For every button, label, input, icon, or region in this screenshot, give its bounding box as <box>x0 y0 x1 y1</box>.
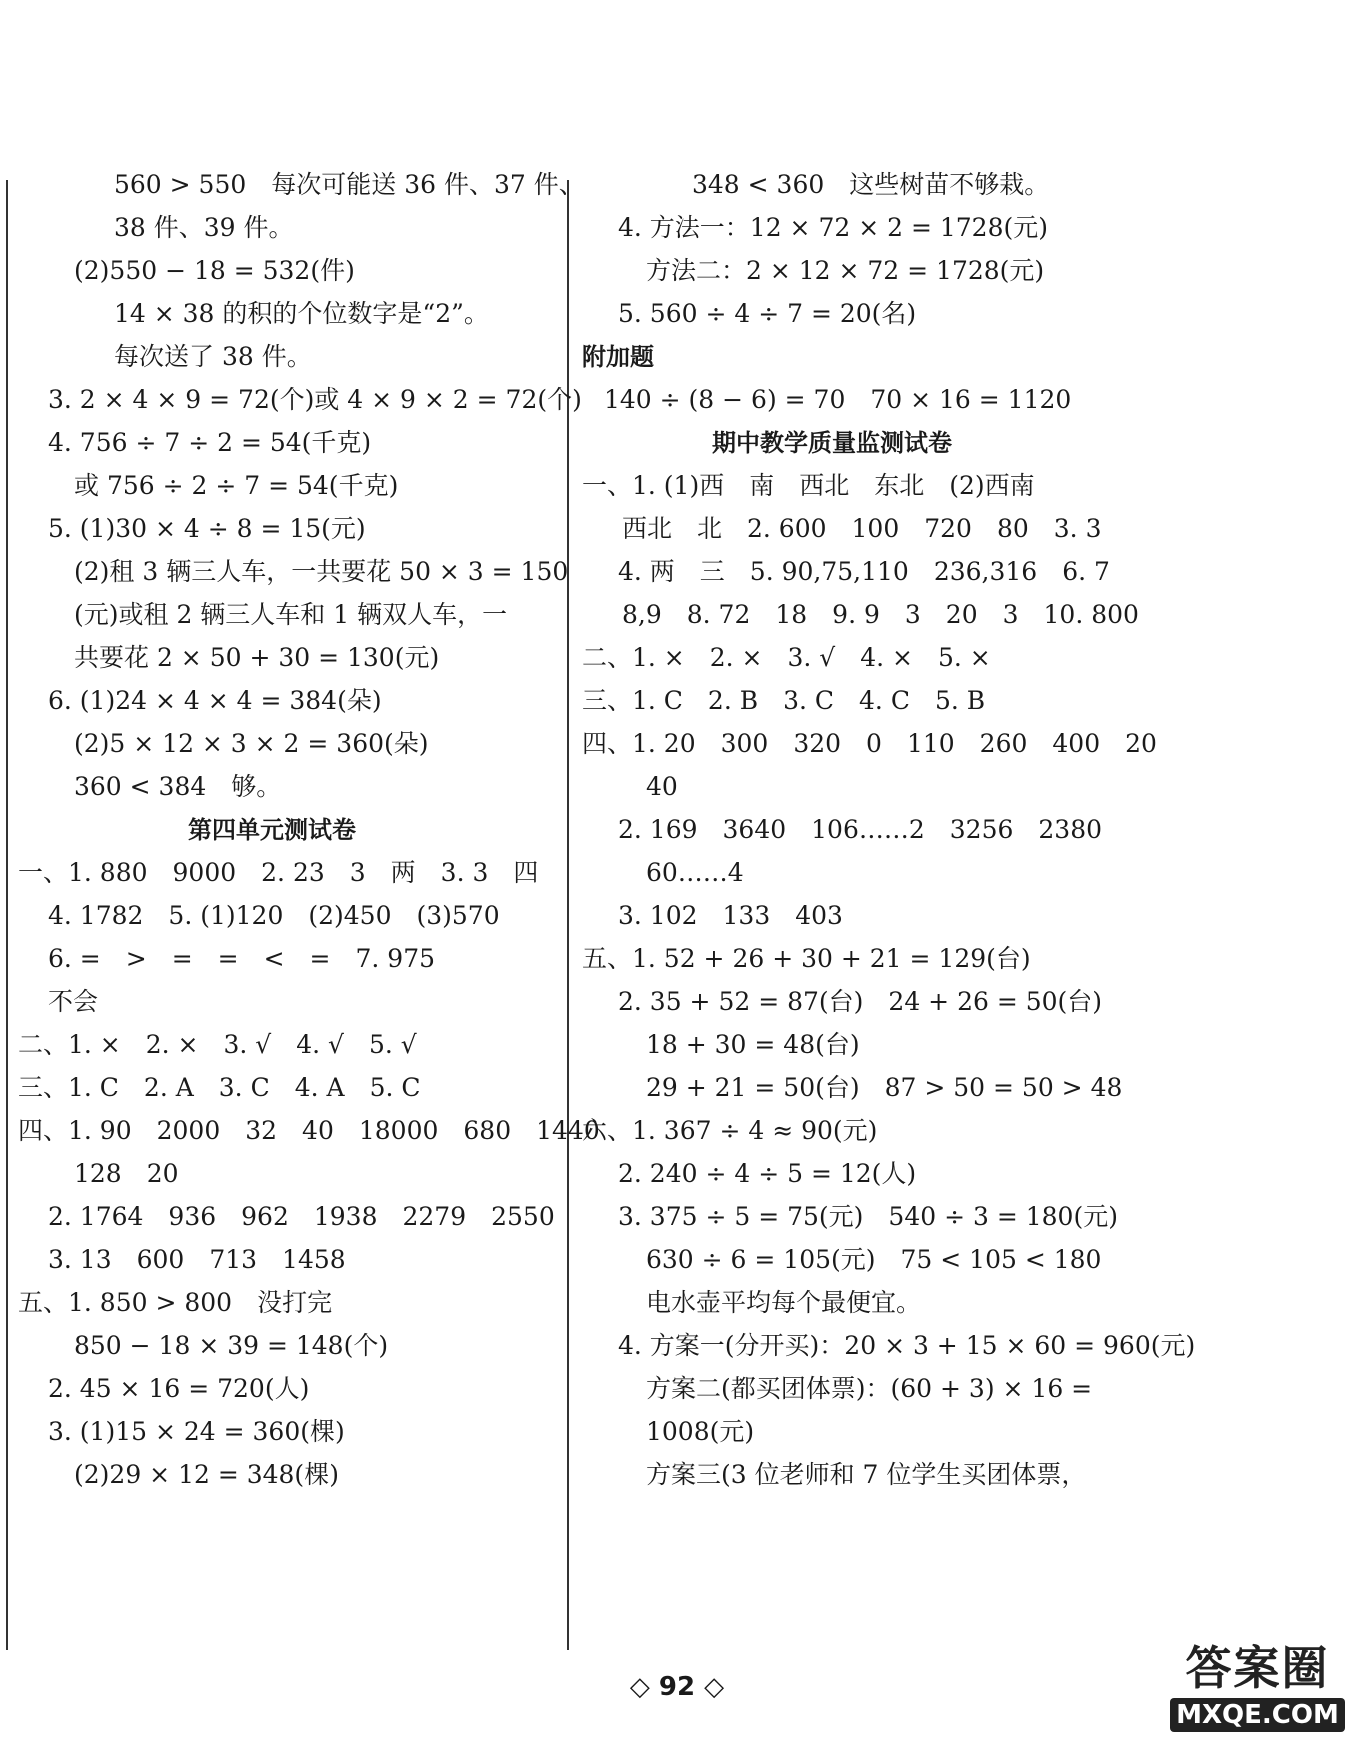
answer-line: 348 < 360 这些树苗不够栽。 <box>692 170 1050 199</box>
answer-line: 850 − 18 × 39 = 148(个) <box>74 1331 389 1360</box>
watermark-url: MXQE.COM <box>1170 1698 1345 1732</box>
answer-line: (2)租 3 辆三人车，一共要花 50 × 3 = 150 <box>74 557 569 586</box>
answer-line: 6. = > = = < = 7. 975 <box>48 944 436 973</box>
answer-line: 2. 45 × 16 = 720(人) <box>48 1374 310 1403</box>
answer-line: 五、1. 850 > 800 没打完 <box>18 1288 333 1317</box>
answer-line: 三、1. C 2. A 3. C 4. A 5. C <box>18 1073 421 1102</box>
answer-line: 60……4 <box>646 858 744 887</box>
answer-line: 不会 <box>48 987 99 1016</box>
answer-line: 二、1. × 2. × 3. √ 4. √ 5. √ <box>18 1030 417 1059</box>
answer-line: 方案三(3 位老师和 7 位学生买团体票， <box>646 1460 1087 1489</box>
answer-line: 140 ÷ (8 − 6) = 70 70 × 16 = 1120 <box>604 385 1072 414</box>
answer-line: 一、1. (1)西 南 西北 东北 (2)西南 <box>582 471 1035 500</box>
answer-line: 2. 240 ÷ 4 ÷ 5 = 12(人) <box>618 1159 917 1188</box>
answer-line: 2. 1764 936 962 1938 2279 2550 <box>48 1202 555 1231</box>
answer-line: 5. 560 ÷ 4 ÷ 7 = 20(名) <box>618 299 917 328</box>
answer-line: 一、1. 880 9000 2. 23 3 两 3. 3 四 <box>18 858 539 887</box>
answer-line: 4. 756 ÷ 7 ÷ 2 = 54(千克) <box>48 428 372 457</box>
page-number: 92 <box>658 1672 696 1702</box>
answer-line: 128 20 <box>74 1159 179 1188</box>
answer-line: 3. 13 600 713 1458 <box>48 1245 346 1274</box>
left-margin-rule <box>6 180 8 1650</box>
answer-line: 3. 102 133 403 <box>618 901 843 930</box>
answer-line: (2)29 × 12 = 348(棵) <box>74 1460 339 1489</box>
answer-line: 360 < 384 够。 <box>74 772 282 801</box>
answer-line: 3. (1)15 × 24 = 360(棵) <box>48 1417 345 1446</box>
answer-line: 38 件、39 件。 <box>114 213 294 242</box>
answer-line: 1008(元) <box>646 1417 755 1446</box>
section-heading: 第四单元测试卷 <box>188 815 356 844</box>
answer-line: 三、1. C 2. B 3. C 4. C 5. B <box>582 686 986 715</box>
answer-line: 8,9 8. 72 18 9. 9 3 20 3 10. 800 <box>622 600 1139 629</box>
answer-line: 六、1. 367 ÷ 4 ≈ 90(元) <box>582 1116 878 1145</box>
answer-line: 2. 35 + 52 = 87(台) 24 + 26 = 50(台) <box>618 987 1103 1016</box>
answer-line: 3. 375 ÷ 5 = 75(元) 540 ÷ 3 = 180(元) <box>618 1202 1118 1231</box>
answer-line: 或 756 ÷ 2 ÷ 7 = 54(千克) <box>74 471 399 500</box>
answer-line: 电水壶平均每个最便宜。 <box>646 1288 922 1317</box>
answer-line: 4. 两 三 5. 90,75,110 236,316 6. 7 <box>618 557 1110 586</box>
answer-line: 方案二(都买团体票)：(60 + 3) × 16 = <box>646 1374 1093 1403</box>
diamond-icon: ◇ <box>629 1672 650 1702</box>
site-watermark <box>1170 1640 1345 1740</box>
answer-line: (2)5 × 12 × 3 × 2 = 360(朵) <box>74 729 429 758</box>
answer-line: 共要花 2 × 50 + 30 = 130(元) <box>74 643 440 672</box>
answer-line: 2. 169 3640 106……2 3256 2380 <box>618 815 1103 844</box>
answer-line: 四、1. 20 300 320 0 110 260 400 20 <box>582 729 1157 758</box>
answer-line: 18 + 30 = 48(台) <box>646 1030 860 1059</box>
answer-line: 14 × 38 的积的个位数字是“2”。 <box>114 299 489 328</box>
answer-line: 四、1. 90 2000 32 40 18000 680 1440 <box>18 1116 600 1145</box>
answer-line: 五、1. 52 + 26 + 30 + 21 = 129(台) <box>582 944 1031 973</box>
answer-line: 4. 方案一(分开买)：20 × 3 + 15 × 60 = 960(元) <box>618 1331 1196 1360</box>
answer-line: 二、1. × 2. × 3. √ 4. × 5. × <box>582 643 991 672</box>
answer-line: (2)550 − 18 = 532(件) <box>74 256 355 285</box>
page-footer <box>0 1672 1354 1702</box>
answer-line: (元)或租 2 辆三人车和 1 辆双人车，一 <box>74 600 508 629</box>
answer-line: 40 <box>646 772 678 801</box>
section-heading: 附加题 <box>582 342 654 371</box>
answer-line: 560 > 550 每次可能送 36 件、37 件、 <box>114 170 584 199</box>
answer-line: 西北 北 2. 600 100 720 80 3. 3 <box>622 514 1102 543</box>
answer-line: 4. 1782 5. (1)120 (2)450 (3)570 <box>48 901 500 930</box>
answer-line: 29 + 21 = 50(台) 87 > 50 = 50 > 48 <box>646 1073 1123 1102</box>
answer-line: 方法二：2 × 12 × 72 = 1728(元) <box>646 256 1045 285</box>
answer-line: 5. (1)30 × 4 ÷ 8 = 15(元) <box>48 514 366 543</box>
answer-line: 3. 2 × 4 × 9 = 72(个)或 4 × 9 × 2 = 72(个) <box>48 385 582 414</box>
diamond-icon: ◇ <box>704 1672 725 1702</box>
answer-line: 每次送了 38 件。 <box>114 342 312 371</box>
answer-line: 4. 方法一：12 × 72 × 2 = 1728(元) <box>618 213 1048 242</box>
watermark-logo-text: 答案圈 <box>1185 1641 1330 1695</box>
answer-line: 630 ÷ 6 = 105(元) 75 < 105 < 180 <box>646 1245 1102 1274</box>
section-heading: 期中教学质量监测试卷 <box>712 428 952 457</box>
answer-line: 6. (1)24 × 4 × 4 = 384(朵) <box>48 686 382 715</box>
